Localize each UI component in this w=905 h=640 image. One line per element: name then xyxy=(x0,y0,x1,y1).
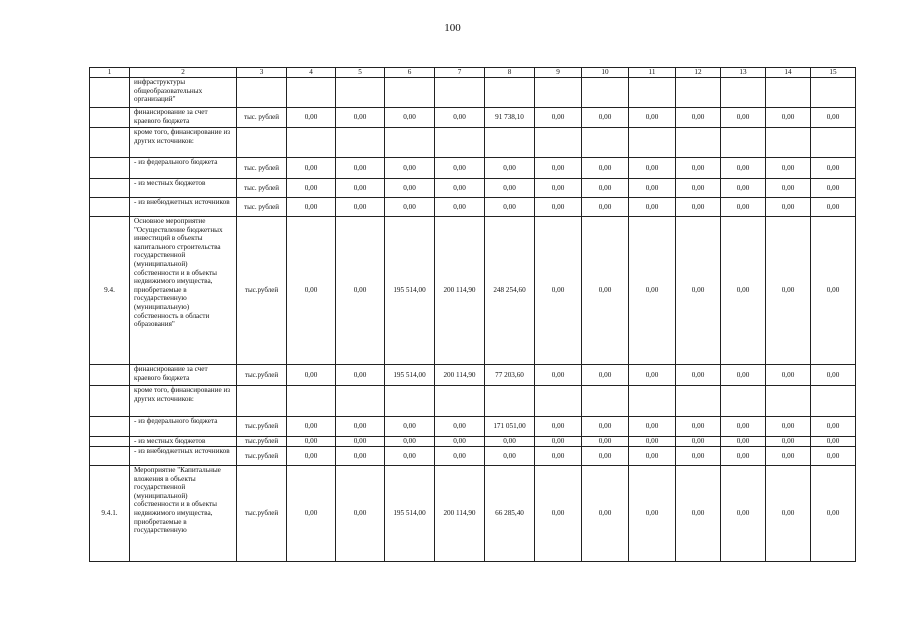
value-cell: 0,00 xyxy=(766,158,811,179)
value-cell: 0,00 xyxy=(676,437,721,447)
value-cell: 0,00 xyxy=(435,437,485,447)
value-cell: 0,00 xyxy=(435,158,485,179)
value-cell xyxy=(629,78,676,108)
value-cell xyxy=(485,78,535,108)
value-cell: 0,00 xyxy=(629,217,676,365)
row-name-cell: - из местных бюджетов xyxy=(130,437,237,447)
value-cell: 0,00 xyxy=(766,217,811,365)
value-cell: 0,00 xyxy=(721,198,766,217)
value-cell: 0,00 xyxy=(766,108,811,128)
value-cell xyxy=(535,78,582,108)
value-cell: 0,00 xyxy=(287,417,336,437)
column-header: 6 xyxy=(385,68,435,78)
unit-cell xyxy=(237,386,287,417)
value-cell: 0,00 xyxy=(582,466,629,562)
value-cell xyxy=(435,386,485,417)
value-cell: 0,00 xyxy=(582,417,629,437)
row-number-cell xyxy=(90,437,130,447)
value-cell: 0,00 xyxy=(582,198,629,217)
value-cell: 0,00 xyxy=(485,437,535,447)
row-name-cell: Мероприятие "Капитальные вложения в объекты государственной (муниципальной) собственности и в объекты недвижимого имущества, приобретаемые в государственную xyxy=(130,466,237,562)
value-cell: 0,00 xyxy=(582,158,629,179)
unit-cell: тыс.рублей xyxy=(237,466,287,562)
column-header: 9 xyxy=(535,68,582,78)
unit-cell: тыс.рублей xyxy=(237,437,287,447)
unit-cell: тыс. рублей xyxy=(237,179,287,198)
value-cell: 0,00 xyxy=(766,365,811,386)
value-cell: 0,00 xyxy=(629,158,676,179)
value-cell: 0,00 xyxy=(721,108,766,128)
value-cell xyxy=(287,128,336,158)
value-cell: 0,00 xyxy=(535,198,582,217)
unit-cell: тыс.рублей xyxy=(237,447,287,466)
value-cell: 0,00 xyxy=(535,437,582,447)
column-header: 11 xyxy=(629,68,676,78)
value-cell: 0,00 xyxy=(535,158,582,179)
value-cell xyxy=(385,386,435,417)
value-cell: 195 514,00 xyxy=(385,466,435,562)
value-cell: 195 514,00 xyxy=(385,217,435,365)
value-cell: 0,00 xyxy=(676,466,721,562)
row-name-cell: финансирование за счет краевого бюджета xyxy=(130,365,237,386)
value-cell: 0,00 xyxy=(435,417,485,437)
header-row xyxy=(90,68,856,78)
unit-cell xyxy=(237,78,287,108)
table-row xyxy=(90,198,856,217)
value-cell xyxy=(336,78,385,108)
value-cell: 0,00 xyxy=(336,179,385,198)
column-header: 4 xyxy=(287,68,336,78)
value-cell: 0,00 xyxy=(721,217,766,365)
row-number-cell xyxy=(90,128,130,158)
column-header: 8 xyxy=(485,68,535,78)
value-cell: 0,00 xyxy=(287,365,336,386)
value-cell: 0,00 xyxy=(629,198,676,217)
value-cell xyxy=(766,128,811,158)
value-cell: 0,00 xyxy=(336,466,385,562)
unit-cell: тыс.рублей xyxy=(237,417,287,437)
unit-cell: тыс.рублей xyxy=(237,217,287,365)
value-cell: 0,00 xyxy=(385,179,435,198)
value-cell xyxy=(287,386,336,417)
value-cell xyxy=(435,128,485,158)
value-cell: 0,00 xyxy=(811,217,856,365)
value-cell: 0,00 xyxy=(676,365,721,386)
value-cell: 248 254,60 xyxy=(485,217,535,365)
column-header: 2 xyxy=(130,68,237,78)
row-name-cell: - из федерального бюджета xyxy=(130,158,237,179)
column-header: 5 xyxy=(336,68,385,78)
column-header: 12 xyxy=(676,68,721,78)
value-cell: 0,00 xyxy=(676,447,721,466)
value-cell: 0,00 xyxy=(811,466,856,562)
value-cell: 0,00 xyxy=(287,198,336,217)
value-cell: 0,00 xyxy=(721,158,766,179)
value-cell xyxy=(811,386,856,417)
value-cell: 0,00 xyxy=(721,365,766,386)
value-cell: 200 114,90 xyxy=(435,217,485,365)
value-cell: 0,00 xyxy=(811,417,856,437)
value-cell xyxy=(485,128,535,158)
value-cell: 0,00 xyxy=(535,179,582,198)
value-cell: 0,00 xyxy=(721,417,766,437)
value-cell: 0,00 xyxy=(676,198,721,217)
value-cell: 0,00 xyxy=(336,417,385,437)
row-number-cell: 9.4.1. xyxy=(90,466,130,562)
value-cell xyxy=(721,78,766,108)
row-number-cell xyxy=(90,78,130,108)
value-cell: 0,00 xyxy=(336,158,385,179)
table-row xyxy=(90,179,856,198)
value-cell xyxy=(811,128,856,158)
value-cell: 0,00 xyxy=(766,437,811,447)
table-row xyxy=(90,217,856,365)
value-cell: 0,00 xyxy=(811,158,856,179)
row-name-cell: инфраструктуры общеобразовательных организаций" xyxy=(130,78,237,108)
value-cell xyxy=(721,386,766,417)
column-header: 7 xyxy=(435,68,485,78)
value-cell: 0,00 xyxy=(629,437,676,447)
value-cell: 0,00 xyxy=(287,447,336,466)
column-header: 1 xyxy=(90,68,130,78)
value-cell: 0,00 xyxy=(385,158,435,179)
value-cell: 0,00 xyxy=(287,179,336,198)
value-cell: 0,00 xyxy=(811,198,856,217)
row-number-cell xyxy=(90,447,130,466)
value-cell: 195 514,00 xyxy=(385,365,435,386)
value-cell: 0,00 xyxy=(582,447,629,466)
row-number-cell xyxy=(90,108,130,128)
value-cell: 0,00 xyxy=(385,417,435,437)
row-number-cell xyxy=(90,179,130,198)
value-cell: 0,00 xyxy=(485,179,535,198)
value-cell: 0,00 xyxy=(535,365,582,386)
value-cell: 0,00 xyxy=(629,108,676,128)
value-cell: 0,00 xyxy=(811,365,856,386)
row-name-cell: - из внебюджетных источников xyxy=(130,198,237,217)
row-number-cell xyxy=(90,417,130,437)
value-cell: 0,00 xyxy=(385,437,435,447)
value-cell: 0,00 xyxy=(582,217,629,365)
value-cell xyxy=(485,386,535,417)
row-name-cell: кроме того, финансирование из других источников: xyxy=(130,128,237,158)
value-cell: 200 114,90 xyxy=(435,466,485,562)
value-cell: 171 051,00 xyxy=(485,417,535,437)
value-cell xyxy=(336,128,385,158)
value-cell xyxy=(582,78,629,108)
value-cell: 0,00 xyxy=(629,466,676,562)
value-cell: 0,00 xyxy=(535,417,582,437)
unit-cell: тыс. рублей xyxy=(237,108,287,128)
table-row xyxy=(90,365,856,386)
value-cell: 0,00 xyxy=(385,108,435,128)
value-cell: 0,00 xyxy=(676,217,721,365)
value-cell: 0,00 xyxy=(766,417,811,437)
value-cell: 66 285,40 xyxy=(485,466,535,562)
value-cell: 0,00 xyxy=(485,447,535,466)
table-row xyxy=(90,417,856,437)
table-row xyxy=(90,437,856,447)
value-cell: 0,00 xyxy=(811,179,856,198)
value-cell: 0,00 xyxy=(766,447,811,466)
value-cell: 0,00 xyxy=(535,217,582,365)
value-cell xyxy=(287,78,336,108)
value-cell: 0,00 xyxy=(287,158,336,179)
column-header: 13 xyxy=(721,68,766,78)
column-header: 10 xyxy=(582,68,629,78)
value-cell: 0,00 xyxy=(582,108,629,128)
value-cell xyxy=(582,386,629,417)
value-cell: 0,00 xyxy=(435,108,485,128)
value-cell: 0,00 xyxy=(676,108,721,128)
value-cell: 0,00 xyxy=(535,447,582,466)
value-cell: 0,00 xyxy=(676,158,721,179)
value-cell xyxy=(766,386,811,417)
value-cell: 0,00 xyxy=(435,179,485,198)
row-number-cell xyxy=(90,198,130,217)
value-cell: 0,00 xyxy=(535,108,582,128)
row-name-cell: Основное мероприятие "Осуществление бюджетных инвестиций в объекты капитального строительства государственной (муниципальной) собственности и в объекты недвижимого имущества, приобретаемые в государственную (муниципальную) собственность в области образования" xyxy=(130,217,237,365)
value-cell xyxy=(676,386,721,417)
value-cell: 0,00 xyxy=(676,179,721,198)
value-cell: 0,00 xyxy=(385,447,435,466)
value-cell: 0,00 xyxy=(385,198,435,217)
unit-cell: тыс. рублей xyxy=(237,158,287,179)
value-cell xyxy=(811,78,856,108)
row-number-cell xyxy=(90,158,130,179)
unit-cell: тыс. рублей xyxy=(237,198,287,217)
value-cell xyxy=(629,128,676,158)
budget-table xyxy=(89,67,856,562)
value-cell xyxy=(535,386,582,417)
row-name-cell: кроме того, финансирование из других источников: xyxy=(130,386,237,417)
column-header: 3 xyxy=(237,68,287,78)
value-cell: 0,00 xyxy=(336,437,385,447)
value-cell: 0,00 xyxy=(766,466,811,562)
value-cell: 0,00 xyxy=(582,437,629,447)
row-number-cell xyxy=(90,365,130,386)
value-cell: 0,00 xyxy=(629,365,676,386)
value-cell: 0,00 xyxy=(485,198,535,217)
value-cell: 0,00 xyxy=(336,198,385,217)
value-cell: 0,00 xyxy=(629,417,676,437)
value-cell: 91 738,10 xyxy=(485,108,535,128)
value-cell: 0,00 xyxy=(629,179,676,198)
value-cell: 0,00 xyxy=(287,466,336,562)
value-cell: 0,00 xyxy=(629,447,676,466)
table-row xyxy=(90,128,856,158)
value-cell xyxy=(336,386,385,417)
value-cell: 0,00 xyxy=(336,217,385,365)
table-row xyxy=(90,466,856,562)
value-cell: 0,00 xyxy=(766,179,811,198)
row-name-cell: финансирование за счет краевого бюджета xyxy=(130,108,237,128)
value-cell xyxy=(385,128,435,158)
unit-cell: тыс.рублей xyxy=(237,365,287,386)
column-header: 14 xyxy=(766,68,811,78)
table-row xyxy=(90,78,856,108)
table-row xyxy=(90,386,856,417)
value-cell xyxy=(721,128,766,158)
value-cell: 0,00 xyxy=(336,365,385,386)
value-cell: 0,00 xyxy=(287,437,336,447)
value-cell: 0,00 xyxy=(721,437,766,447)
row-number-cell xyxy=(90,386,130,417)
table-row xyxy=(90,158,856,179)
row-number-cell: 9.4. xyxy=(90,217,130,365)
value-cell: 0,00 xyxy=(582,179,629,198)
value-cell: 0,00 xyxy=(721,466,766,562)
value-cell: 0,00 xyxy=(582,365,629,386)
value-cell: 0,00 xyxy=(766,198,811,217)
value-cell xyxy=(535,128,582,158)
value-cell: 0,00 xyxy=(811,437,856,447)
value-cell xyxy=(676,128,721,158)
value-cell: 0,00 xyxy=(336,447,385,466)
table-row xyxy=(90,108,856,128)
value-cell: 77 203,60 xyxy=(485,365,535,386)
page-number: 100 xyxy=(444,22,461,34)
value-cell: 0,00 xyxy=(811,108,856,128)
value-cell: 0,00 xyxy=(287,108,336,128)
value-cell: 0,00 xyxy=(435,447,485,466)
value-cell: 0,00 xyxy=(435,198,485,217)
value-cell: 0,00 xyxy=(676,417,721,437)
value-cell: 0,00 xyxy=(485,158,535,179)
value-cell: 200 114,90 xyxy=(435,365,485,386)
value-cell xyxy=(676,78,721,108)
value-cell xyxy=(435,78,485,108)
value-cell xyxy=(629,386,676,417)
value-cell xyxy=(766,78,811,108)
row-name-cell: - из местных бюджетов xyxy=(130,179,237,198)
value-cell: 0,00 xyxy=(336,108,385,128)
value-cell: 0,00 xyxy=(721,179,766,198)
value-cell: 0,00 xyxy=(287,217,336,365)
unit-cell xyxy=(237,128,287,158)
table-row xyxy=(90,447,856,466)
value-cell: 0,00 xyxy=(811,447,856,466)
value-cell xyxy=(385,78,435,108)
row-name-cell: - из внебюджетных источников xyxy=(130,447,237,466)
column-header: 15 xyxy=(811,68,856,78)
value-cell: 0,00 xyxy=(721,447,766,466)
row-name-cell: - из федерального бюджета xyxy=(130,417,237,437)
value-cell: 0,00 xyxy=(535,466,582,562)
value-cell xyxy=(582,128,629,158)
